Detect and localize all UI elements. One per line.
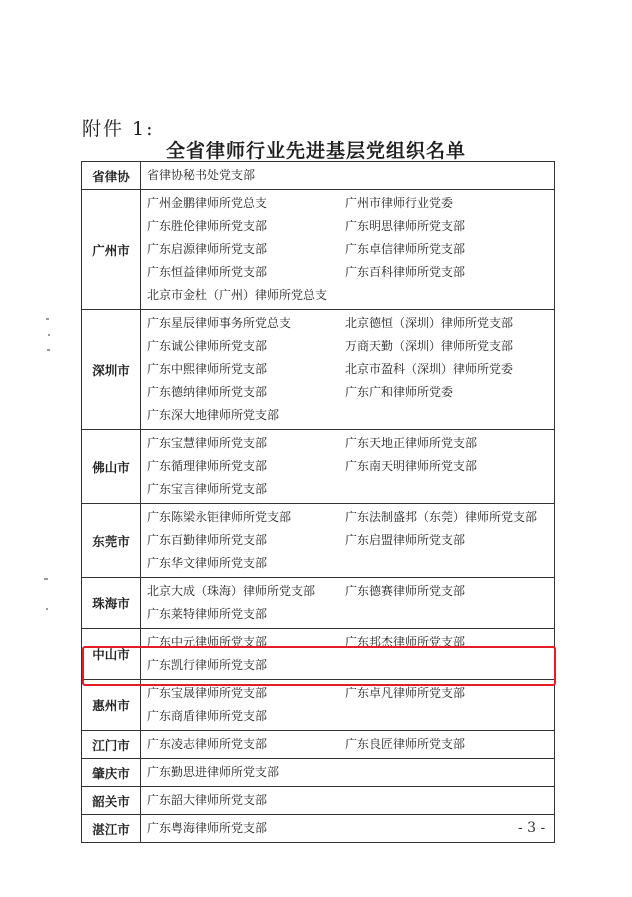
city-cell: 韶关市	[82, 787, 141, 815]
organization-line	[147, 705, 554, 728]
organization-line	[147, 580, 554, 603]
organization-line	[147, 238, 554, 261]
organization-line	[147, 215, 554, 238]
organizations-cell	[141, 578, 555, 629]
table-row	[82, 731, 555, 759]
organization-name: 广东邦杰律师所党支部	[345, 635, 466, 649]
organization-name: 广东诚公律师所党支部	[147, 339, 268, 353]
organization-name: 广东凌志律师所党支部	[147, 737, 268, 751]
scan-mark	[44, 578, 48, 580]
organization-name: 广东粤海律师所党支部	[147, 821, 268, 835]
organization-name: 广东广和律师所党委	[345, 385, 454, 399]
organizations-cell	[141, 815, 555, 843]
table-row	[82, 190, 555, 310]
city-cell: 江门市	[82, 731, 141, 759]
table-row	[82, 504, 555, 578]
organization-name: 广东莱特律师所党支部	[147, 607, 268, 621]
organization-name: 广东百科律师所党支部	[345, 265, 466, 279]
organization-name: 广东恒益律师所党支部	[147, 265, 268, 279]
table-body	[82, 162, 555, 843]
city-cell: 湛江市	[82, 815, 141, 843]
organization-name: 北京大成（珠海）律师所党支部	[147, 584, 316, 598]
organizations-cell	[141, 430, 555, 504]
organization-name: 广东天地正律师所党支部	[345, 436, 478, 450]
organization-name: 广东启源律师所党支部	[147, 242, 268, 256]
organization-name: 广东深大地律师所党支部	[147, 408, 280, 422]
table-row	[82, 815, 555, 843]
organization-name: 广东百勤律师所党支部	[147, 533, 268, 547]
page-number: - 3 -	[518, 820, 546, 836]
table-row	[82, 430, 555, 504]
scan-mark	[47, 349, 50, 351]
organization-line	[147, 381, 554, 404]
table-row	[82, 310, 555, 430]
organization-name: 万商天勤（深圳）律师所党支部	[345, 339, 514, 353]
organizations-cell	[141, 190, 555, 310]
organization-name: 广东循理律师所党支部	[147, 459, 268, 473]
city-cell: 肇庆市	[82, 759, 141, 787]
organization-line	[147, 817, 554, 840]
city-cell: 中山市	[82, 629, 141, 680]
organization-name: 广东中元律师所党支部	[147, 635, 268, 649]
organizations-cell	[141, 310, 555, 430]
organization-line	[147, 478, 554, 501]
scan-mark	[48, 334, 50, 336]
table-row	[82, 680, 555, 731]
organization-line	[147, 312, 554, 335]
organizations-cell	[141, 680, 555, 731]
city-cell: 省律协	[82, 162, 141, 190]
organization-name: 北京德恒（深圳）律师所党支部	[345, 316, 514, 330]
organization-line	[147, 261, 554, 284]
city-cell: 惠州市	[82, 680, 141, 731]
organization-line	[147, 284, 554, 307]
organization-name: 广州金鹏律师所党总支	[147, 196, 268, 210]
organization-name: 广东胜伦律师所党支部	[147, 219, 268, 233]
organization-name: 广东中熙律师所党支部	[147, 362, 268, 376]
organizations-cell	[141, 162, 555, 190]
organization-name: 广东南天明律师所党支部	[345, 459, 478, 473]
organization-name: 北京市金杜（广州）律师所党总支	[147, 288, 328, 302]
organization-name: 广东陈梁永钜律师所党支部	[147, 510, 292, 524]
organization-name: 广东华文律师所党支部	[147, 556, 268, 570]
organization-name: 广东明思律师所党支部	[345, 219, 466, 233]
organization-line	[147, 455, 554, 478]
city-cell: 深圳市	[82, 310, 141, 430]
organization-line	[147, 761, 554, 784]
city-cell: 东莞市	[82, 504, 141, 578]
attachment-label: 附件 1:	[82, 118, 155, 140]
organization-line	[147, 432, 554, 455]
organizations-cell	[141, 731, 555, 759]
organization-line	[147, 358, 554, 381]
city-cell: 广州市	[82, 190, 141, 310]
organization-name: 广东勤思进律师所党支部	[147, 765, 280, 779]
organizations-cell	[141, 759, 555, 787]
organization-name: 广东德纳律师所党支部	[147, 385, 268, 399]
organization-line	[147, 603, 554, 626]
organizations-cell	[141, 787, 555, 815]
scan-mark	[46, 608, 48, 610]
organization-line	[147, 404, 554, 427]
organization-line	[147, 506, 554, 529]
city-cell: 佛山市	[82, 430, 141, 504]
organization-name: 广东凯行律师所党支部	[147, 658, 268, 672]
organization-name: 广东宝晟律师所党支部	[147, 686, 268, 700]
organization-line	[147, 733, 554, 756]
organization-name: 广东宝言律师所党支部	[147, 482, 268, 496]
organization-line	[147, 789, 554, 812]
organization-name: 广东卓信律师所党支部	[345, 242, 466, 256]
organization-table	[81, 161, 555, 843]
organization-line	[147, 192, 554, 215]
page-title: 全省律师行业先进基层党组织名单	[165, 140, 466, 162]
scan-mark	[46, 318, 49, 320]
organization-name: 广东星辰律师事务所党总支	[147, 316, 292, 330]
organization-name: 广东卓凡律师所党支部	[345, 686, 466, 700]
table-row	[82, 162, 555, 190]
organization-name: 广东韶大律师所党支部	[147, 793, 268, 807]
organization-name: 广东法制盛邦（东莞）律师所党支部	[345, 510, 538, 524]
city-cell: 珠海市	[82, 578, 141, 629]
organization-line	[147, 164, 554, 187]
table-row	[82, 759, 555, 787]
organizations-cell	[141, 504, 555, 578]
organization-name: 广东启盟律师所党支部	[345, 533, 466, 547]
organization-name: 广东商盾律师所党支部	[147, 709, 268, 723]
organization-name: 北京市盈科（深圳）律师所党委	[345, 362, 514, 376]
table-row	[82, 787, 555, 815]
highlight-box-huizhou	[82, 646, 556, 686]
organization-line	[147, 335, 554, 358]
organization-name: 广东宝慧律师所党支部	[147, 436, 268, 450]
organization-name: 省律协秘书处党支部	[147, 168, 256, 182]
organization-name: 广东良匠律师所党支部	[345, 737, 466, 751]
organization-line	[147, 552, 554, 575]
table-row	[82, 578, 555, 629]
organization-name: 广州市律师行业党委	[345, 196, 454, 210]
organization-line	[147, 529, 554, 552]
organization-name: 广东德赛律师所党支部	[345, 584, 466, 598]
